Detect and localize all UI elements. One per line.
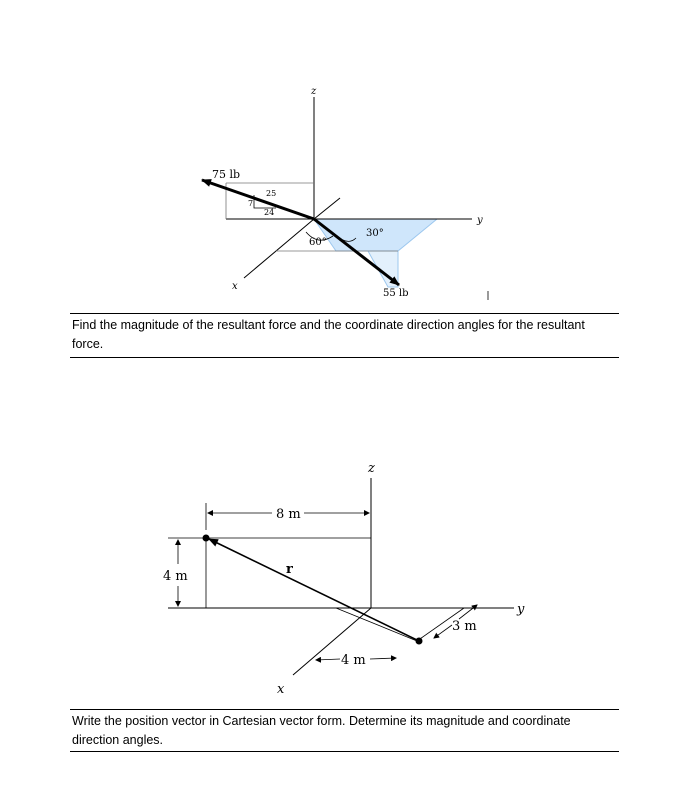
problem-statement-2 <box>70 709 619 752</box>
y-axis-label: y <box>517 602 525 617</box>
dimension-line-3m <box>459 605 477 619</box>
triangle-label-7: 7 <box>248 199 254 208</box>
position-vector-r <box>209 539 419 641</box>
point-a <box>203 535 210 542</box>
angle-label-60: 60° <box>309 237 327 248</box>
dimension-label-4m-bottom: 4 m <box>341 653 366 668</box>
triangle-label-24: 24 <box>264 208 275 217</box>
x-axis-label: x <box>277 682 285 697</box>
dimension-label-4m-vertical: 4 m <box>163 569 188 584</box>
dimension-line-4m-bottom <box>370 658 396 659</box>
dimension-line-4m-bottom <box>316 659 340 660</box>
problem-1-text: Find the magnitude of the resultant force and the coordinate direction angles for the resultant force. <box>72 318 585 351</box>
guide-line <box>336 608 417 641</box>
force-label-75: 75 lb <box>212 168 241 181</box>
vector-label-r: r <box>286 562 293 577</box>
y-axis-label: y <box>477 215 483 226</box>
point-b <box>416 638 423 645</box>
force-label-55: 55 lb <box>383 288 409 299</box>
angle-label-30: 30° <box>366 228 384 239</box>
x-axis-label: x <box>232 281 238 292</box>
triangle-label-25: 25 <box>266 189 277 198</box>
dimension-label-8m: 8 m <box>276 507 301 522</box>
z-axis-label: z <box>311 86 317 97</box>
z-axis-label: z <box>368 461 375 476</box>
dimension-label-3m: 3 m <box>452 619 477 634</box>
problem-2-text: Write the position vector in Cartesian vector form. Determine its magnitude and coordinate direction angles. <box>72 714 571 747</box>
